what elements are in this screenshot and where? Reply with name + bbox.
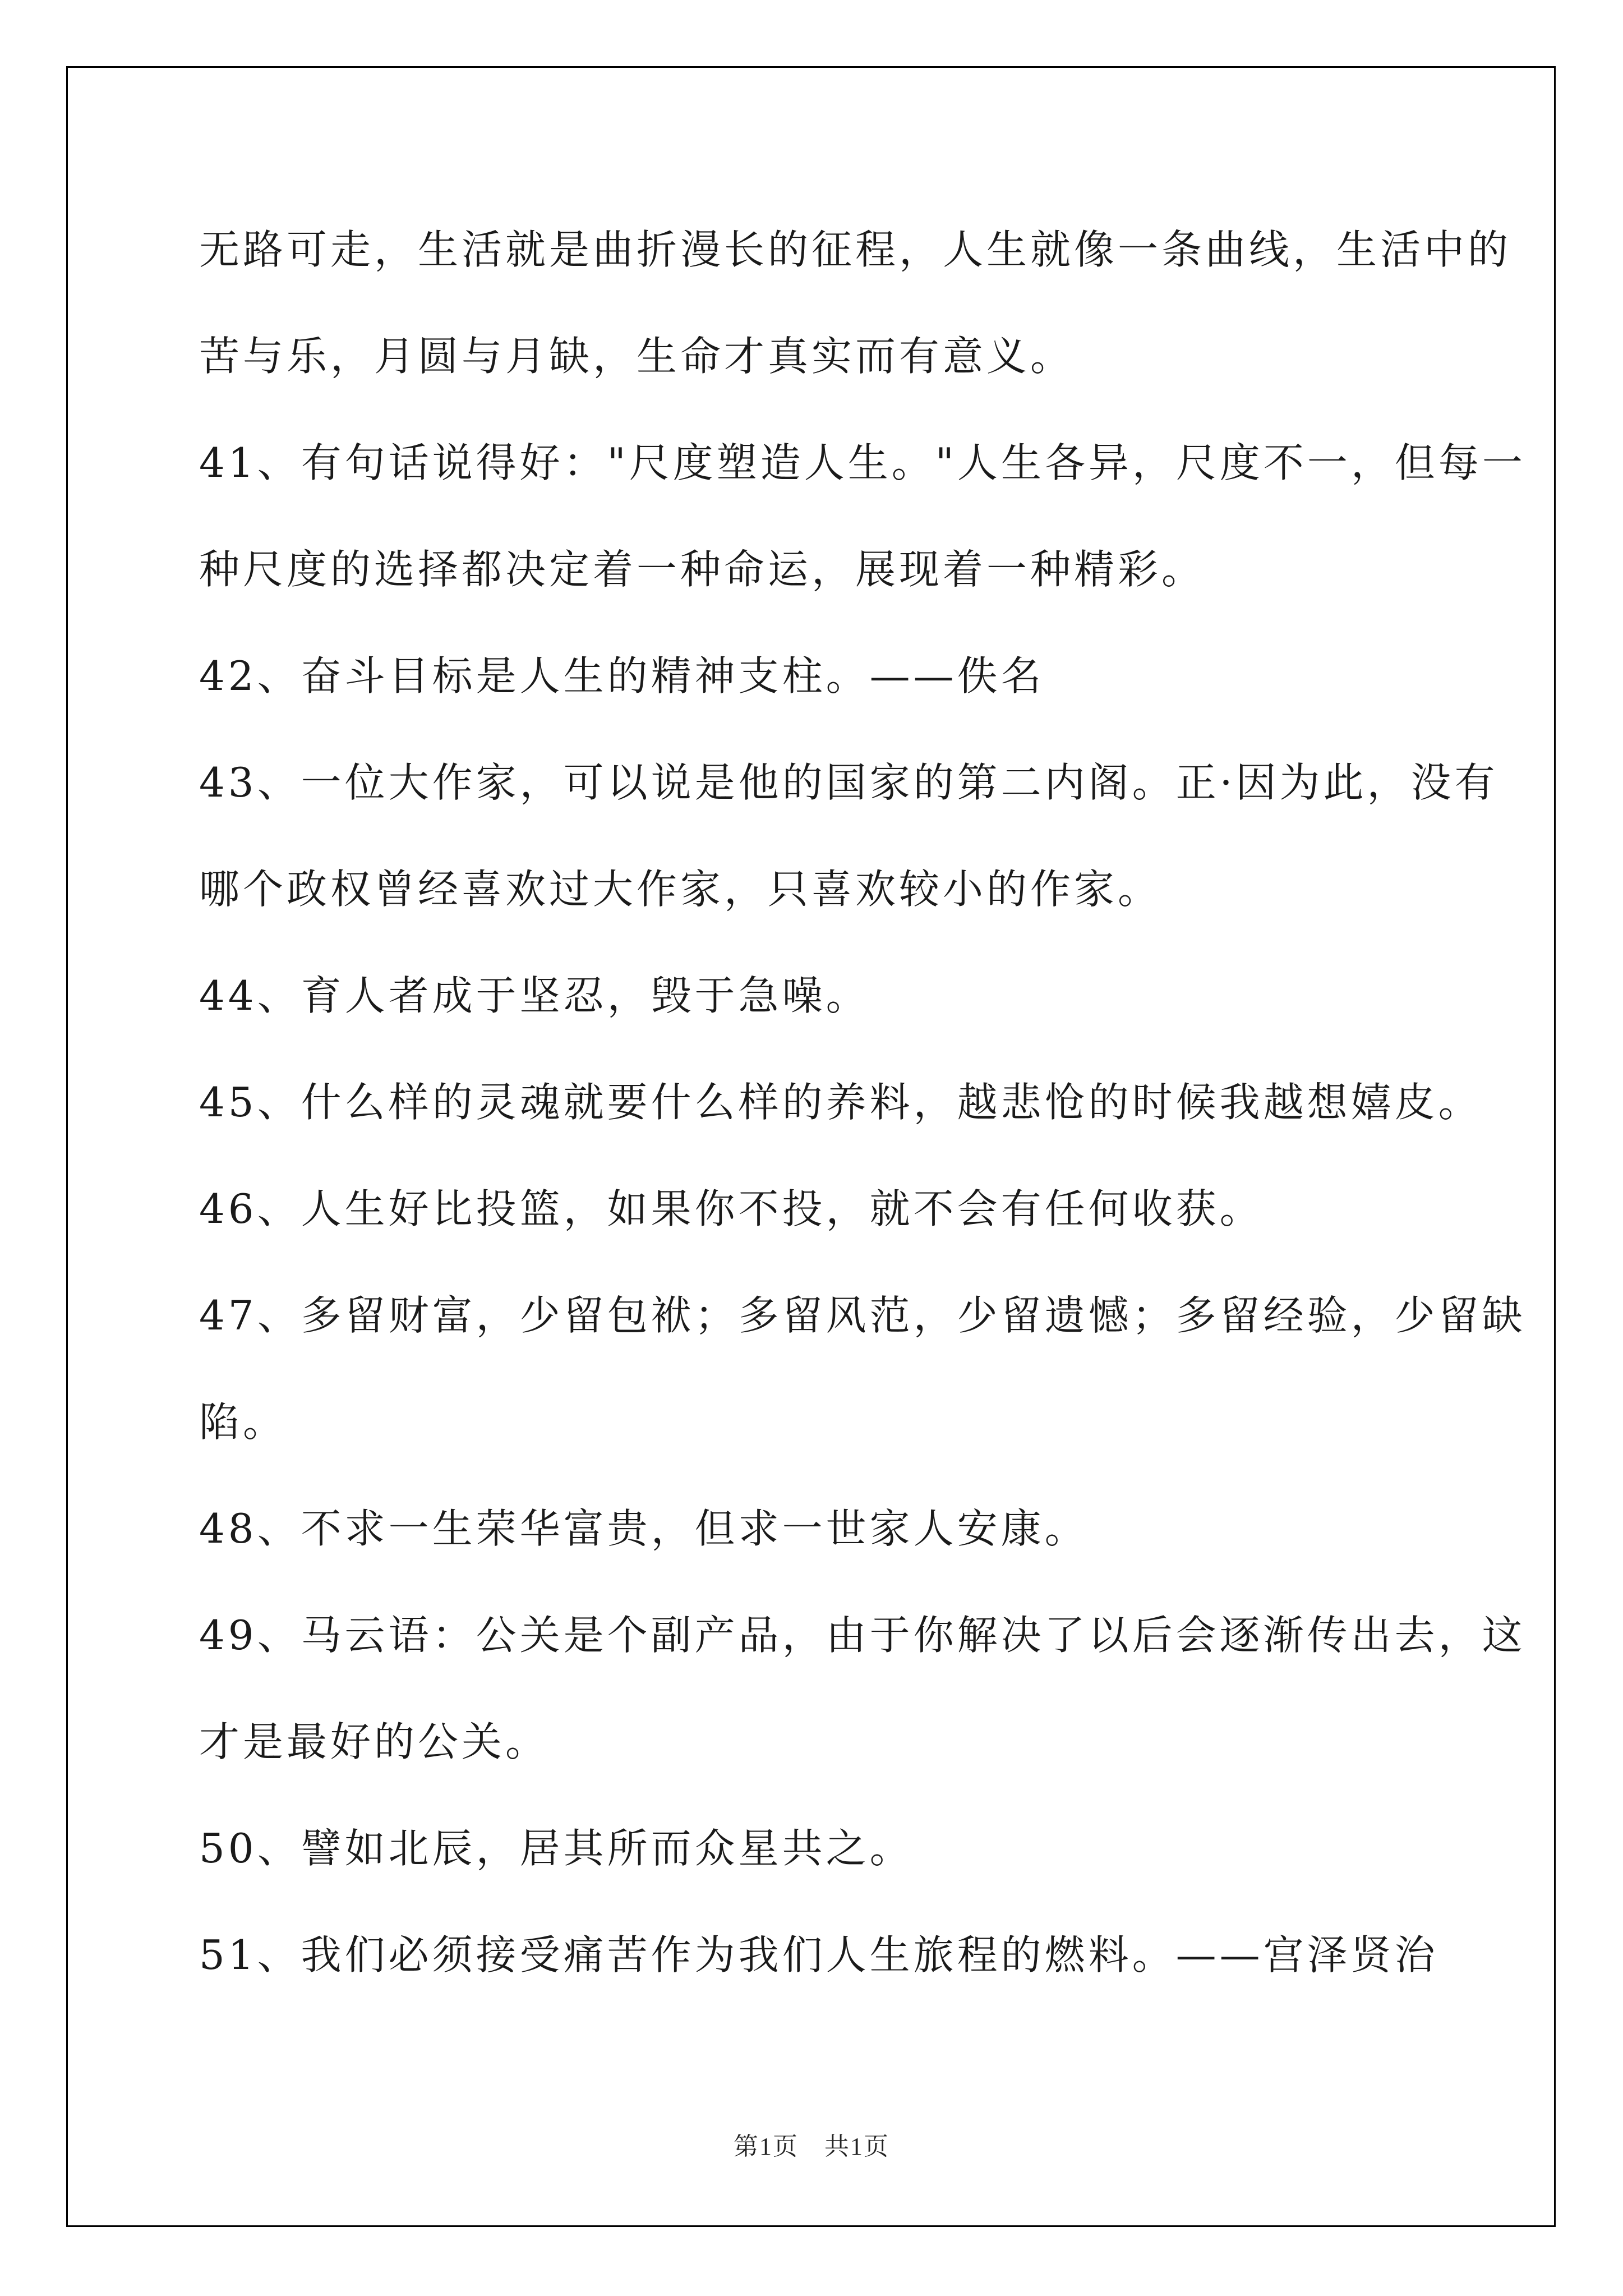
text-line: 哪个政权曾经喜欢过大作家，只喜欢较小的作家。 bbox=[199, 866, 1162, 913]
text-line: 46、人生好比投篮，如果你不投，就不会有任何收获。 bbox=[199, 1185, 1264, 1232]
page-number-total: 共1页 bbox=[824, 2133, 889, 2160]
page-number-current: 第1页 bbox=[734, 2133, 799, 2160]
text-line: 42、奋斗目标是人生的精神支柱。——佚名 bbox=[199, 652, 1045, 700]
text-line: 47、多留财富，少留包袱；多留风范，少留遗憾；多留经验，少留缺 bbox=[199, 1292, 1526, 1339]
text-line: 44、育人者成于坚忍，毁于急噪。 bbox=[199, 972, 870, 1019]
text-line: 49、马云语：公关是个副产品，由于你解决了以后会逐渐传出去，这 bbox=[199, 1612, 1526, 1659]
text-line: 无路可走，生活就是曲折漫长的征程，人生就像一条曲线，生活中的 bbox=[199, 226, 1512, 273]
text-line: 43、一位大作家，可以说是他的国家的第二内阁。正·因为此，没有 bbox=[199, 759, 1498, 806]
text-line: 种尺度的选择都决定着一种命运，展现着一种精彩。 bbox=[199, 546, 1206, 593]
text-line: 苦与乐，月圆与月缺，生命才真实而有意义。 bbox=[199, 333, 1075, 380]
text-line: 48、不求一生荣华富贵，但求一世家人安康。 bbox=[199, 1505, 1089, 1552]
text-line: 45、什么样的灵魂就要什么样的养料，越悲怆的时候我越想嬉皮。 bbox=[199, 1079, 1482, 1126]
text-line: 50、譬如北辰，居其所而众星共之。 bbox=[199, 1825, 914, 1872]
text-line: 51、我们必须接受痛苦作为我们人生旅程的燃料。——宫泽贤治 bbox=[199, 1931, 1438, 1978]
document-body bbox=[199, 213, 1526, 2025]
text-line: 才是最好的公关。 bbox=[199, 1718, 550, 1765]
text-line: 陷。 bbox=[199, 1398, 287, 1446]
text-line: 41、有句话说得好："尺度塑造人生。"人生各异，尺度不一，但每一 bbox=[199, 439, 1526, 486]
page-footer bbox=[0, 2126, 1623, 2162]
